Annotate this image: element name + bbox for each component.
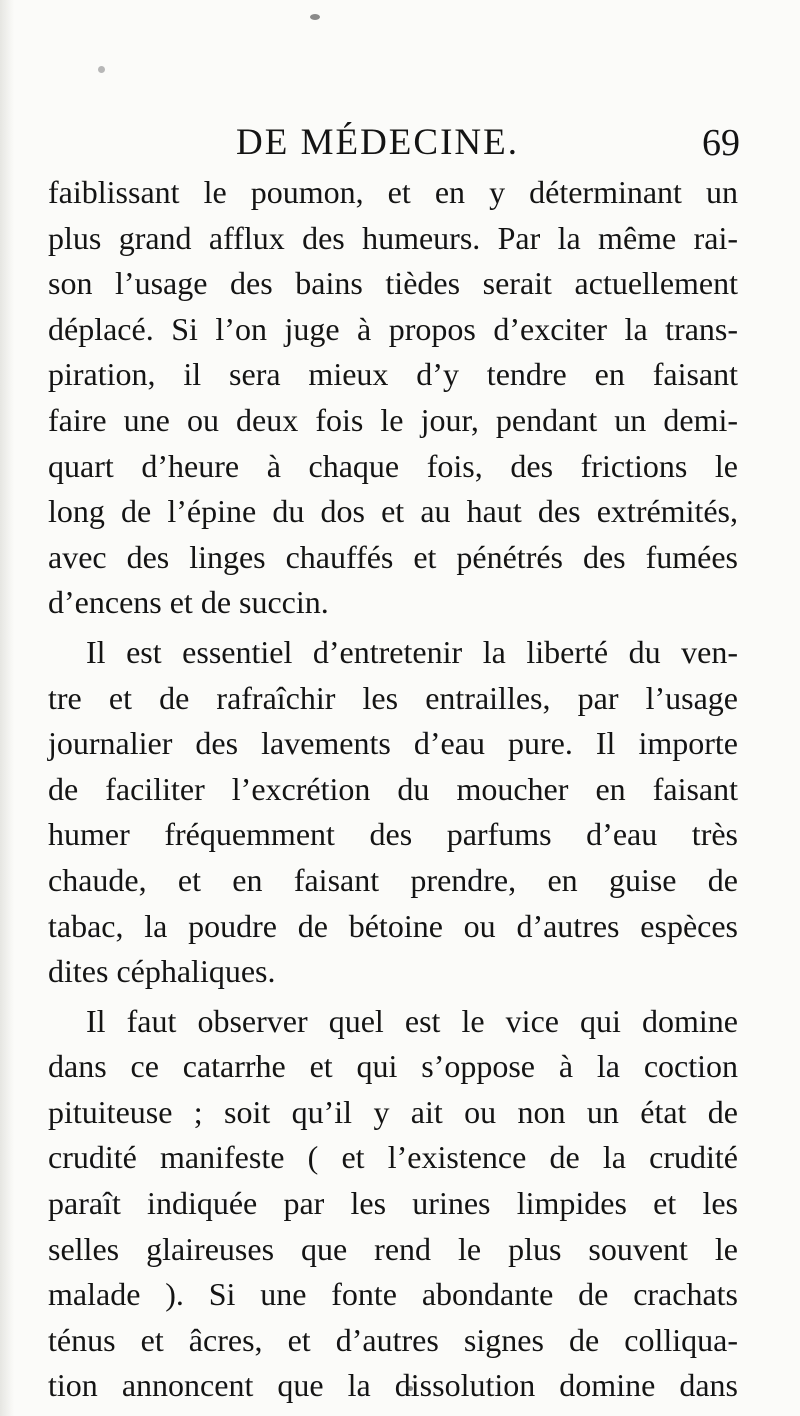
text-line: faiblissant le poumon, et en y déterminant un	[48, 174, 738, 210]
text-line: long de l’épine du dos et au haut des extrémités,	[48, 493, 738, 530]
text-line: malade ). Si une fonte abondante de crachats	[48, 1276, 738, 1313]
print-speck	[98, 66, 105, 73]
text-line: quart d’heure à chaque fois, des frictions le	[48, 447, 738, 484]
paragraph	[48, 999, 738, 1409]
text-line: déplacé. Si l’on juge à propos d’exciter la trans-	[48, 310, 738, 347]
page-number: 69	[702, 122, 740, 164]
text-line: Il est essentiel d’entretenir la liberté du ven-	[86, 633, 738, 670]
text-line: dites céphaliques.	[48, 953, 276, 990]
text-line: faire une ou deux fois le jour, pendant un demi-	[48, 401, 738, 438]
page-header	[48, 118, 740, 168]
text-line: tre et de rafraîchir les entrailles, par l’usage	[48, 679, 738, 716]
text-line: dans ce catarrhe et qui s’oppose à la coction	[48, 1048, 738, 1085]
text-line: pituiteuse ; soit qu’il y ait ou non un état de	[48, 1093, 738, 1130]
text-line: piration, il sera mieux d’y tendre en faisant	[48, 356, 738, 393]
text-line: selles glaireuses que rend le plus souvent le	[48, 1230, 738, 1267]
text-line: de faciliter l’excrétion du moucher en faisant	[48, 770, 738, 807]
running-head: DE MÉDECINE.	[236, 122, 519, 163]
text-line: crudité manifeste ( et l’existence de la crudité	[48, 1139, 738, 1176]
text-line: plus grand afflux des humeurs. Par la même rai-	[48, 219, 738, 256]
text-line: d’encens et de succin.	[48, 584, 329, 621]
text-line: tabac, la poudre de bétoine ou d’autres espèces	[48, 907, 738, 944]
paragraph	[48, 170, 738, 626]
print-speck	[310, 14, 320, 20]
text-line: ténus et âcres, et d’autres signes de colliqua-	[48, 1321, 738, 1358]
text-line: son l’usage des bains tièdes serait actuellement	[48, 265, 738, 302]
page-body	[48, 170, 738, 1409]
text-line: journalier des lavements d’eau pure. Il importe	[48, 725, 738, 762]
paragraph	[48, 630, 738, 995]
text-line: avec des linges chauffés et pénétrés des fumées	[48, 538, 738, 575]
text-line: humer fréquemment des parfums d’eau très	[48, 816, 738, 853]
text-line: Il faut observer quel est le vice qui domine	[86, 1002, 738, 1039]
text-line: paraît indiquée par les urines limpides et les	[48, 1185, 738, 1222]
page-edge-shadow	[0, 0, 14, 1416]
text-line: tion annoncent que la dissolution domine dans	[48, 1367, 738, 1404]
text-line: chaude, et en faisant prendre, en guise de	[48, 861, 738, 898]
